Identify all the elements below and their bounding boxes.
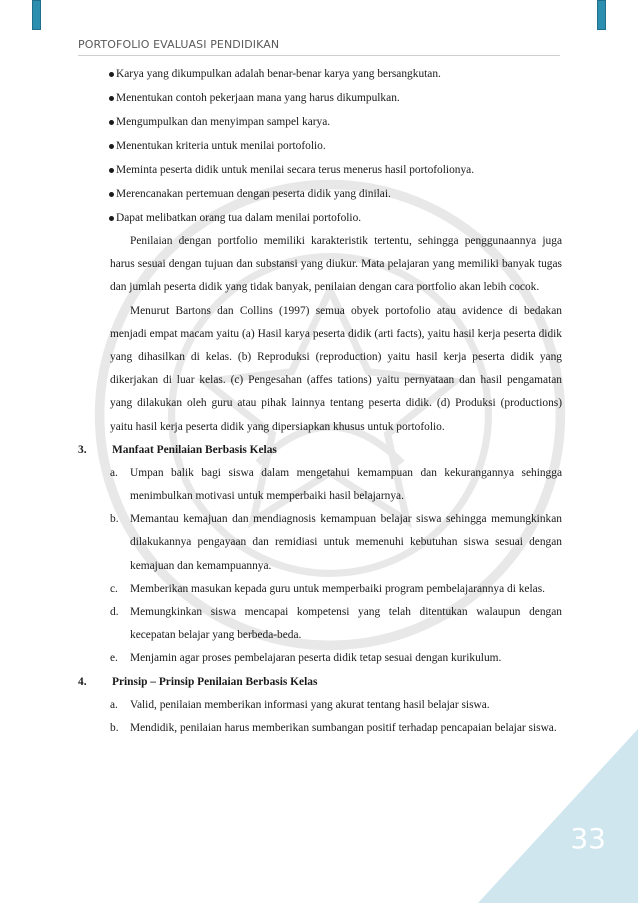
list-item: e. Menjamin agar proses pembelajaran peserta didik tetap sesuai dengan kurikulum. (110, 652, 502, 665)
page-body (78, 62, 562, 740)
bullet-icon (109, 72, 114, 77)
bullet-icon (109, 168, 114, 173)
corner-decoration (478, 729, 638, 903)
list-item: b. Memantau kemajuan dan mendiagnosis kemampuan belajar siswa sehingga memungkinkan dilakukannya pengayaan dan remidiasi untuk memenuhi kebutuhan siswa sesuai dengan kemajuan dan kemampuannya. (110, 513, 562, 572)
bullet-icon (109, 120, 114, 125)
section-heading: 4. Prinsip – Prinsip Penilaian Berbasis Kelas (78, 675, 318, 688)
running-header: PORTOFOLIO EVALUASI PENDIDIKAN (78, 38, 280, 51)
bullet-item: Dapat melibatkan orang tua dalam menilai portofolio. (78, 206, 562, 230)
bullet-icon (109, 96, 114, 101)
paragraph: Menurut Bartons dan Collins (1997) semua obyek portofolio atau avidence di bedakan menjadi empat macam yaitu (a) Hasil karya peserta didik (arti facts), yaitu hasil kerja peserta didik yang dihasilkan di kelas. (b) Reproduksi (reproduction) yaitu hasil kerja peserta didik yang dikerjakan di luar kelas. (c) Pengesahan (affes tations) yaitu pernyataan dan hasil pengamatan yang dilakukan oleh guru atau pihak lainnya tentang peserta didik. (d) Produksi (productions) yaitu hasil kerja peserta didik yang dipersiapkan khusus untuk portofolio. (110, 304, 562, 433)
bullet-icon (109, 216, 114, 221)
list-item: b. Mendidik, penilaian harus memberikan sumbangan positif terhadap pencapaian belajar siswa. (110, 721, 557, 734)
header-bar-left (32, 0, 41, 30)
bullet-item: Menentukan contoh pekerjaan mana yang harus dikumpulkan. (78, 86, 562, 110)
list-item: a. Valid, penilaian memberikan informasi yang akurat tentang hasil belajar siswa. (110, 698, 490, 711)
header-divider (78, 55, 560, 56)
bullet-icon (109, 144, 114, 149)
section-heading: 3. Manfaat Penilaian Berbasis Kelas (78, 443, 277, 456)
list-item: d. Memungkinkan siswa mencapai kompetensi yang telah ditentukan walaupun dengan kecepatan belajar yang berbeda-beda. (110, 606, 562, 642)
bullet-icon (109, 192, 114, 197)
bullet-item: Merencanakan pertemuan dengan peserta didik yang dinilai. (78, 182, 562, 206)
bullet-item: Karya yang dikumpulkan adalah benar-benar karya yang bersangkutan. (78, 62, 562, 86)
bullet-item: Mengumpulkan dan menyimpan sampel karya. (78, 110, 562, 134)
bullet-item: Meminta peserta didik untuk menilai secara terus menerus hasil portofolionya. (78, 158, 562, 182)
list-item: c. Memberikan masukan kepada guru untuk memperbaiki program pembelajarannya di kelas. (110, 582, 545, 595)
paragraph: Penilaian dengan portfolio memiliki karakteristik tertentu, sehingga penggunaannya juga harus sesuai dengan tujuan dan substansi yang diukur. Mata pelajaran yang memiliki banyak tugas dan jumlah peserta didik yang tidak banyak, penilaian dengan cara portfolio akan lebih cocok. (110, 235, 562, 294)
list-item: a. Umpan balik bagi siswa dalam mengetahui kemampuan dan kekurangannya sehingga menimbulkan motivasi untuk memperbaiki hasil belajarnya. (110, 466, 562, 503)
bullet-item: Menentukan kriteria untuk menilai portofolio. (78, 134, 562, 158)
header-bar-right (597, 0, 606, 30)
page-number: 33 (570, 822, 606, 855)
